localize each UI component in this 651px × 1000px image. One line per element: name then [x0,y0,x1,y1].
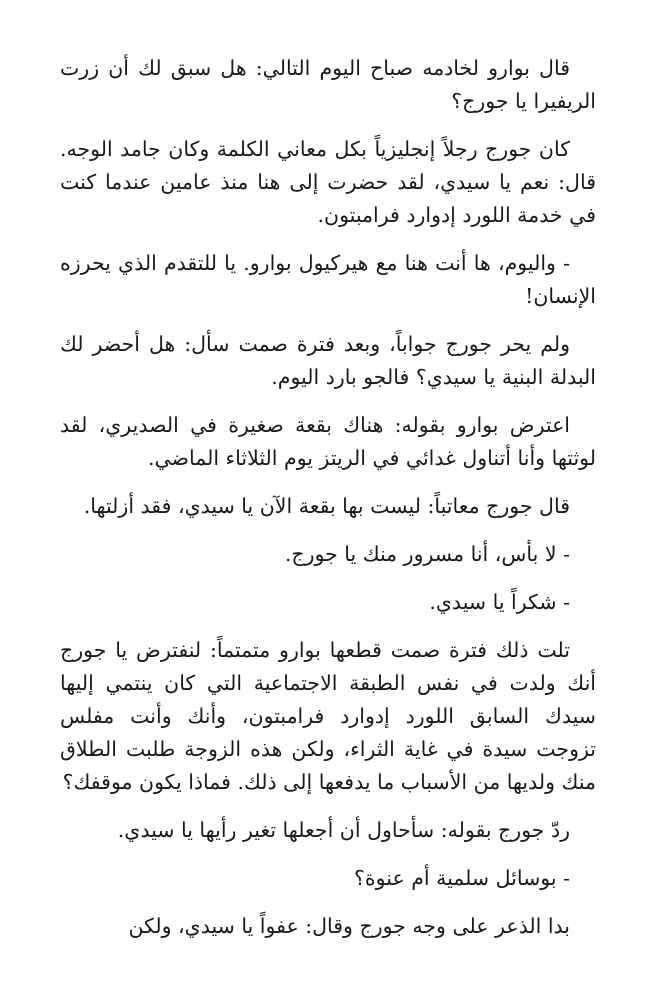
paragraph: كان جورج رجلاً إنجليزياً بكل معاني الكلمة وكان جامد الوجه. قال: نعم يا سيدي، لقد حضرت إلى هنا منذ عامين عندما كنت في خدمة اللورد إدوارد فرامبتون. [60,137,596,227]
book-page [60,52,596,1000]
dialogue-line: - واليوم، ها أنت هنا مع هيركيول بوارو. يا للتقدم الذي يحرزه الإنسان! [60,251,596,308]
paragraph: بدا الذعر على وجه جورج وقال: عفواً يا سيدي، ولكن [128,914,570,938]
dialogue-line: - لا بأس، أنا مسرور منك يا جورج. [284,542,570,566]
dialogue-line: - بوسائل سلمية أم عنوة؟ [354,866,570,890]
dialogue-line: - شكراً يا سيدي. [429,590,570,614]
paragraph: قال بوارو لخادمه صباح اليوم التالي: هل سبق لك أن زرت الريفيرا يا جورج؟ [60,56,596,113]
paragraph: ولم يحر جورج جواباً، وبعد فترة صمت سأل: هل أحضر لك البدلة البنية يا سيدي؟ فالجو بارد اليوم. [60,332,596,389]
paragraph: اعترض بوارو بقوله: هناك بقعة صغيرة في الصديري، لقد لوثتها وأنا أتناول غدائي في الريتز يوم الثلاثاء الماضي. [60,413,596,470]
paragraph: قال جورج معاتباً: ليست بها بقعة الآن يا سيدي، فقد أزلتها. [83,494,570,518]
paragraph: تلت ذلك فترة صمت قطعها بوارو متمتماً: لنفترض يا جورج أنك ولدت في نفس الطبقة الاجتماعية التي كان ينتمي إليها سيدك السابق اللورد إدوارد فرامبتون، وأنك وأنت مفلس تزوجت سيدة في غاية الثراء، ولكن هذه الزوجة طلبت الطلاق منك ولديها من الأسباب ما يدفعها إلى ذلك. فماذا يكون موقفك؟ [60,638,596,794]
paragraph: ردّ جورج بقوله: سأحاول أن أجعلها تغير رأيها يا سيدي. [117,818,570,842]
